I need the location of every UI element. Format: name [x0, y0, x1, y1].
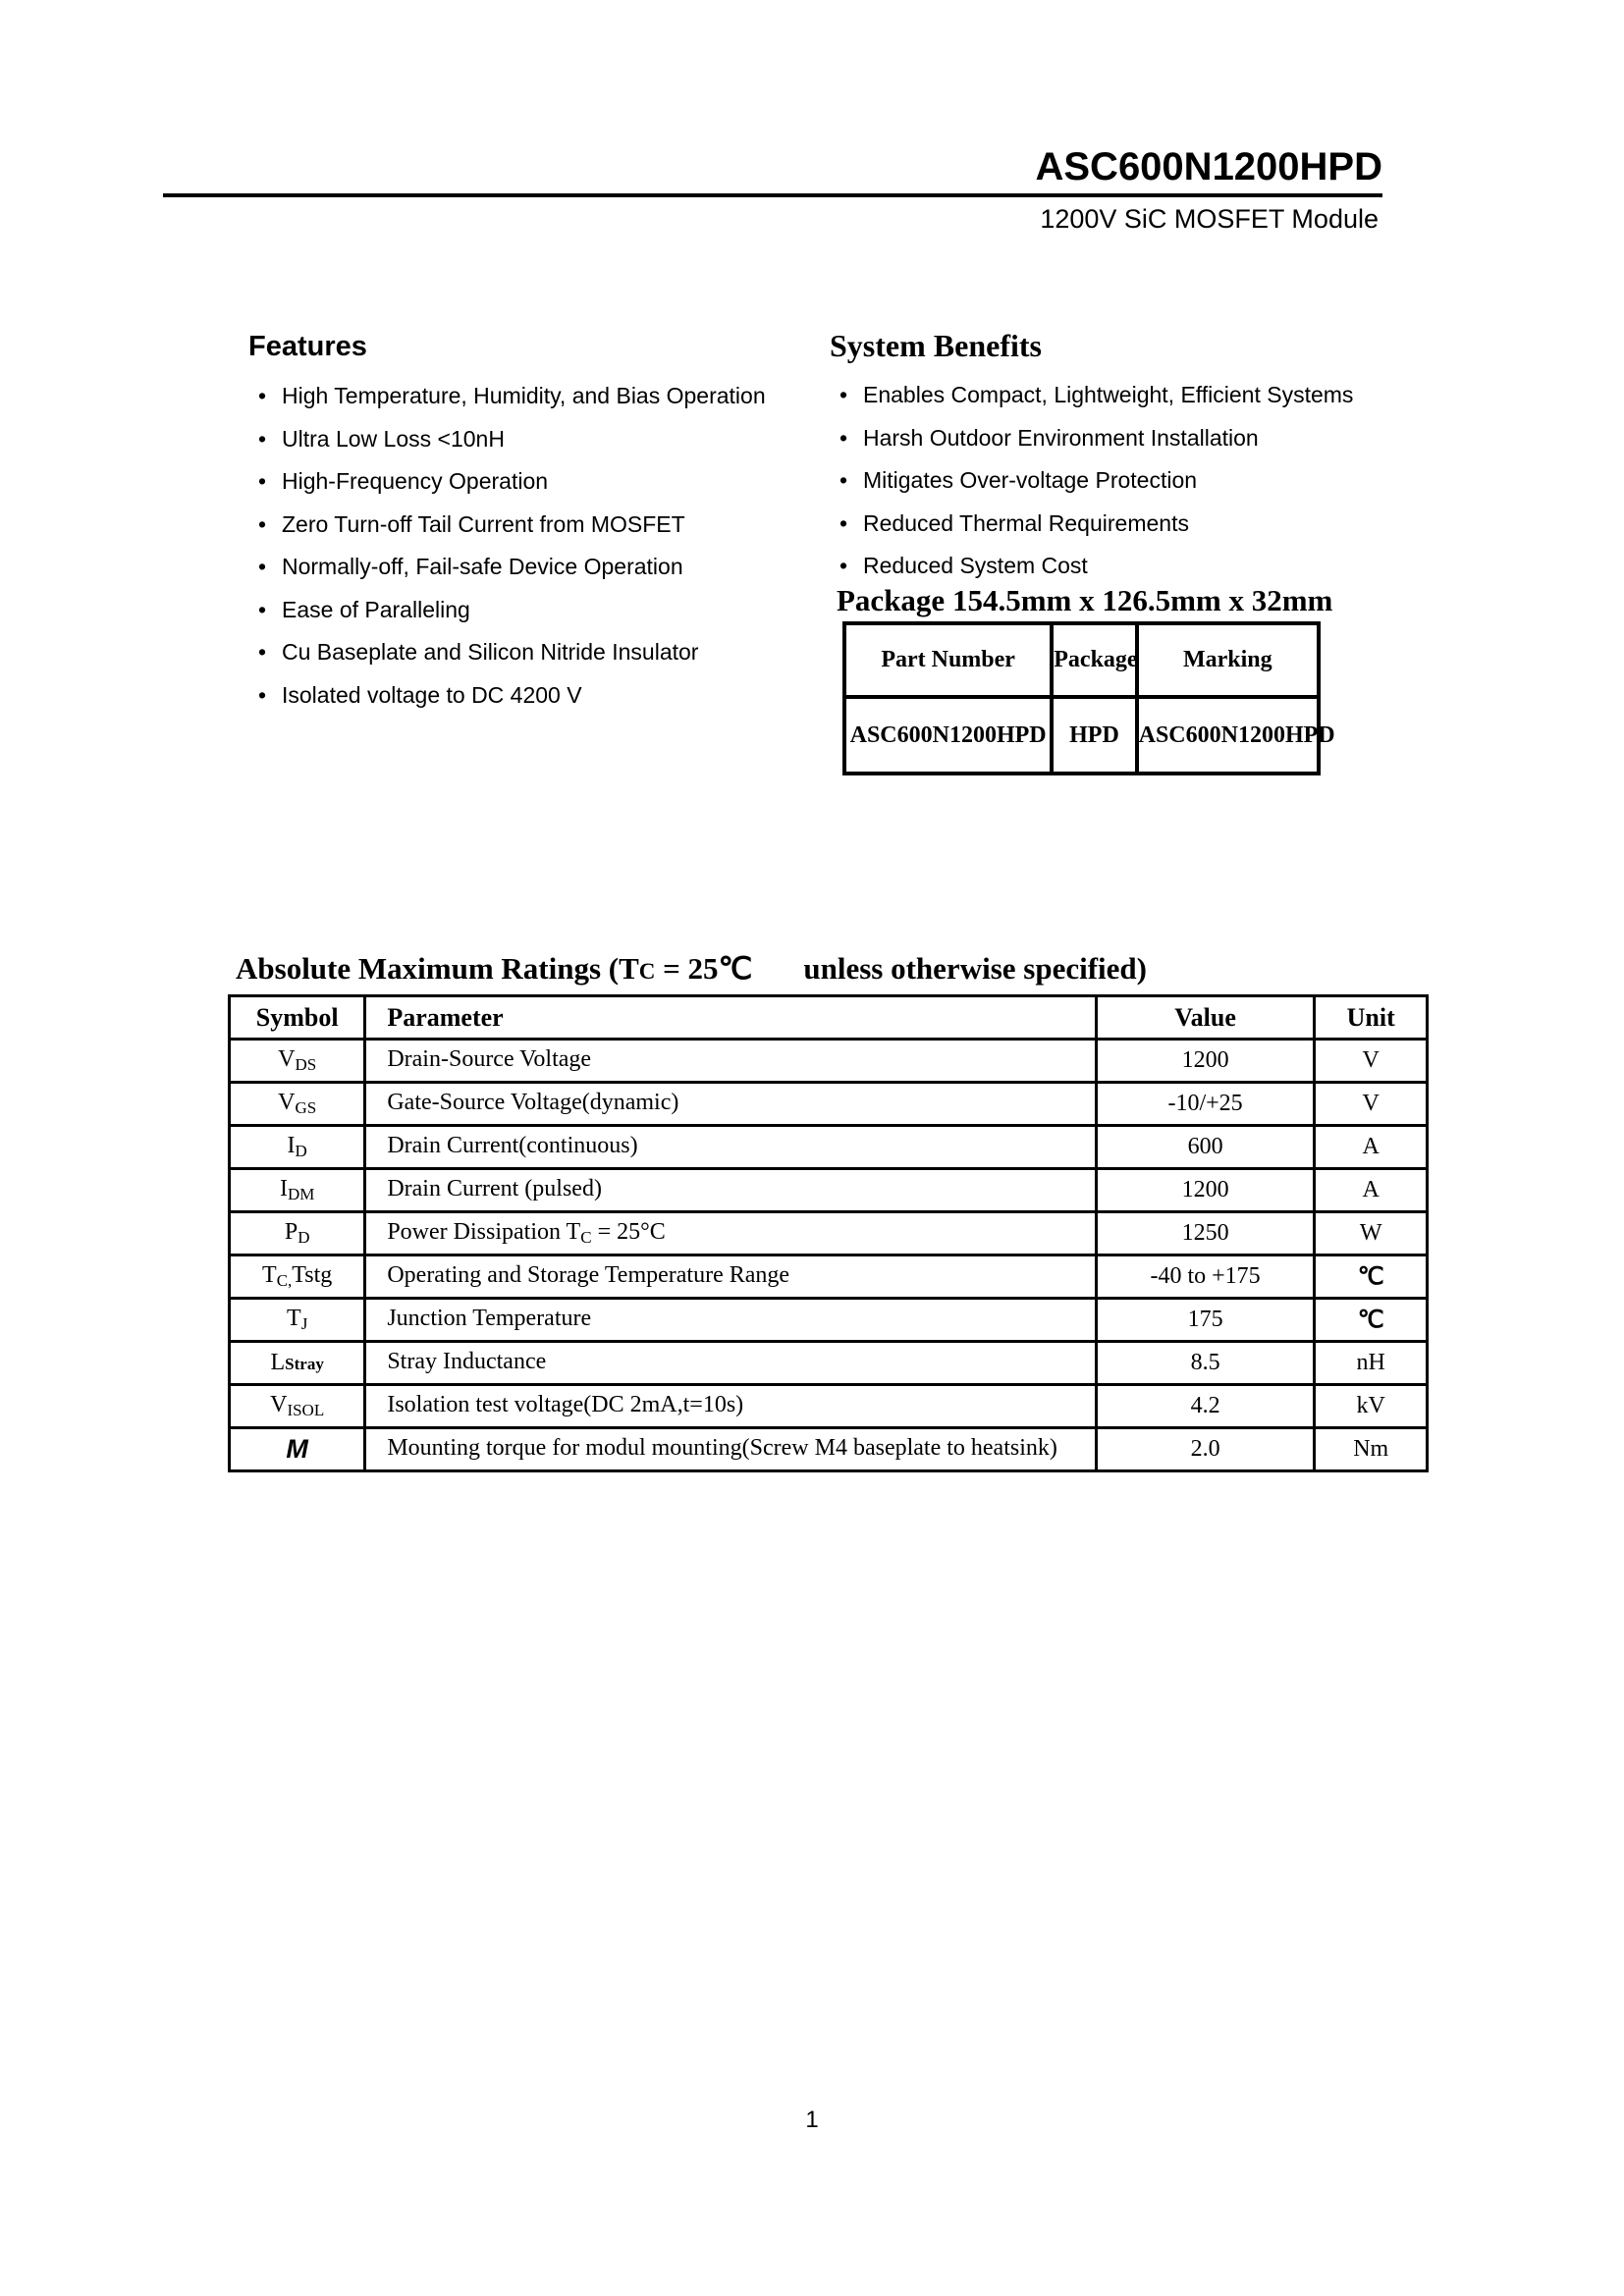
package-heading: Package 154.5mm x 126.5mm x 32mm: [837, 583, 1333, 617]
bullet-item: [839, 503, 1419, 546]
ratings-table-header-row: [230, 996, 1428, 1040]
ratings-column-header: Unit: [1315, 996, 1428, 1040]
symbol-base: V: [278, 1090, 296, 1115]
bullet-item: [839, 417, 1419, 460]
value-cell: -10/+25: [1096, 1083, 1315, 1126]
page-subtitle: 1200V SiC MOSFET Module: [1040, 204, 1379, 234]
bullet-icon: •: [258, 596, 267, 622]
parameter-cell: [365, 1083, 1096, 1126]
unit-cell: nH: [1315, 1342, 1428, 1385]
package-table-cell: ASC600N1200HPD: [844, 697, 1052, 774]
bullet-item: [258, 504, 808, 547]
parameter-cell: [365, 1428, 1096, 1471]
benefits-section: [830, 328, 1419, 588]
symbol-base: M: [286, 1434, 308, 1464]
package-column-header: Package: [1052, 623, 1136, 697]
symbol-subscript: D: [295, 1142, 307, 1160]
symbol-base: V: [278, 1046, 296, 1072]
bullet-item: [839, 374, 1419, 417]
bullet-text: Isolated voltage to DC 4200 V: [282, 681, 582, 708]
symbol-subscript: J: [300, 1314, 308, 1333]
ratings-table-row: [230, 1126, 1428, 1169]
package-table-header-row: [844, 623, 1319, 697]
symbol-cell: [230, 1255, 365, 1299]
ratings-table-row: [230, 1212, 1428, 1255]
parameter-text: Power Dissipation T: [387, 1219, 581, 1245]
package-table-row: [844, 697, 1319, 774]
value-cell: 600: [1096, 1126, 1315, 1169]
symbol-cell: [230, 1342, 365, 1385]
symbol-subscript: D: [298, 1228, 310, 1247]
ratings-heading-tail: unless otherwise specified): [803, 951, 1147, 986]
value-cell: 1200: [1096, 1169, 1315, 1212]
symbol-cell: [230, 1083, 365, 1126]
bullet-text: Mitigates Over-voltage Protection: [863, 467, 1198, 493]
ratings-table-row: [230, 1428, 1428, 1471]
bullet-item: [258, 631, 808, 674]
symbol-base: P: [284, 1219, 298, 1245]
benefits-list: [830, 374, 1419, 588]
value-cell: 1200: [1096, 1040, 1315, 1083]
ratings-heading-pre: Absolute Maximum Ratings (T: [236, 951, 639, 986]
parameter-cell: [365, 1255, 1096, 1299]
ratings-table-row: [230, 1385, 1428, 1428]
unit-cell: ℃: [1315, 1299, 1428, 1342]
package-table-cell: HPD: [1052, 697, 1136, 774]
parameter-text: Drain Current (pulsed): [387, 1176, 602, 1201]
symbol-cell: [230, 1126, 365, 1169]
bullet-item: [258, 546, 808, 589]
bullet-item: [258, 589, 808, 632]
bullet-item: [258, 418, 808, 461]
parameter-cell: [365, 1126, 1096, 1169]
bullet-text: Ultra Low Loss <10nH: [282, 425, 505, 452]
unit-cell: A: [1315, 1169, 1428, 1212]
parameter-cell: [365, 1299, 1096, 1342]
value-cell: 1250: [1096, 1212, 1315, 1255]
ratings-column-header: Parameter: [365, 996, 1096, 1040]
symbol-base: I: [287, 1133, 296, 1158]
bullet-text: Cu Baseplate and Silicon Nitride Insulator: [282, 639, 699, 665]
symbol-suffix: Tstg: [292, 1262, 333, 1288]
unit-cell: ℃: [1315, 1255, 1428, 1299]
unit-cell: kV: [1315, 1385, 1428, 1428]
package-table: [842, 621, 1335, 775]
parameter-text: Junction Temperature: [387, 1306, 592, 1331]
bullet-icon: •: [258, 468, 267, 494]
bullet-icon: •: [839, 509, 848, 536]
symbol-base: V: [270, 1392, 288, 1417]
unit-cell: W: [1315, 1212, 1428, 1255]
ratings-column-header: Value: [1096, 996, 1315, 1040]
bullet-text: Normally-off, Fail-safe Device Operation: [282, 554, 683, 579]
features-list: [248, 375, 808, 717]
ratings-table-row: [230, 1255, 1428, 1299]
symbol-cell: [230, 1212, 365, 1255]
bullet-text: High Temperature, Humidity, and Bias Operation: [282, 383, 766, 408]
package-column-header: Part Number: [844, 623, 1052, 697]
package-table-body: [844, 697, 1335, 774]
symbol-subscript: C,: [276, 1271, 293, 1290]
parameter-text: Isolation test voltage(DC 2mA,t=10s): [387, 1392, 744, 1417]
symbol-cell: [230, 1385, 365, 1428]
package-table-cell: ASC600N1200HPD: [1137, 697, 1319, 774]
symbol-base: I: [279, 1176, 288, 1201]
value-cell: 4.2: [1096, 1385, 1315, 1428]
unit-cell: A: [1315, 1126, 1428, 1169]
parameter-cell: [365, 1212, 1096, 1255]
symbol-subscript: GS: [295, 1098, 317, 1117]
parameter-cell: [365, 1169, 1096, 1212]
page-title: ASC600N1200HPD: [1035, 145, 1382, 188]
bullet-icon: •: [258, 639, 267, 665]
bullet-icon: •: [258, 383, 267, 408]
bullet-icon: •: [839, 553, 848, 578]
features-section: [248, 331, 808, 717]
symbol-subscript: ISOL: [287, 1401, 325, 1419]
bullet-text: Zero Turn-off Tail Current from MOSFET: [282, 510, 685, 537]
ratings-table-row: [230, 1169, 1428, 1212]
ratings-table-row: [230, 1040, 1428, 1083]
parameter-cell: [365, 1040, 1096, 1083]
value-cell: 8.5: [1096, 1342, 1315, 1385]
bullet-text: Harsh Outdoor Environment Installation: [863, 424, 1259, 451]
bullet-text: Reduced Thermal Requirements: [863, 509, 1189, 536]
features-heading: Features: [248, 331, 367, 362]
symbol-subscript: DM: [287, 1185, 315, 1203]
unit-cell: Nm: [1315, 1428, 1428, 1471]
benefits-heading: System Benefits: [830, 328, 1042, 363]
symbol-base: T: [287, 1306, 301, 1331]
ratings-table: [228, 994, 1429, 1472]
parameter-text: Gate-Source Voltage(dynamic): [387, 1090, 679, 1115]
ratings-table-body: [230, 1040, 1428, 1471]
ratings-table-row: [230, 1083, 1428, 1126]
value-cell: 175: [1096, 1299, 1315, 1342]
parameter-text: Drain Current(continuous): [387, 1133, 638, 1158]
parameter-cell: [365, 1342, 1096, 1385]
ratings-table-row: [230, 1342, 1428, 1385]
bullet-text: Enables Compact, Lightweight, Efficient Systems: [863, 382, 1354, 407]
parameter-text: Operating and Storage Temperature Range: [387, 1262, 790, 1288]
bullet-icon: •: [839, 467, 848, 493]
bullet-item: [839, 545, 1419, 588]
bullet-text: Reduced System Cost: [863, 553, 1088, 578]
ratings-heading: [236, 951, 1147, 987]
ratings-heading-mid: = 25℃: [655, 951, 753, 986]
ratings-heading-sub: C: [638, 959, 656, 984]
bullet-icon: •: [839, 382, 848, 407]
symbol-cell: [230, 1040, 365, 1083]
bullet-item: [839, 459, 1419, 503]
symbol-cell: [230, 1299, 365, 1342]
parameter-suffix: = 25°C: [591, 1219, 666, 1245]
package-column-header: Marking: [1137, 623, 1319, 697]
unit-cell: V: [1315, 1040, 1428, 1083]
parameter-text: Drain-Source Voltage: [387, 1046, 592, 1072]
parameter-subscript: C: [580, 1228, 592, 1247]
bullet-icon: •: [258, 681, 267, 708]
symbol-cell: [230, 1428, 365, 1471]
header-rule: [163, 193, 1382, 197]
symbol-subscript: Stray: [285, 1355, 324, 1373]
bullet-icon: •: [258, 510, 267, 537]
bullet-text: Ease of Paralleling: [282, 596, 470, 622]
symbol-cell: [230, 1169, 365, 1212]
parameter-cell: [365, 1385, 1096, 1428]
value-cell: 2.0: [1096, 1428, 1315, 1471]
bullet-icon: •: [839, 424, 848, 451]
parameter-text: Stray Inductance: [387, 1349, 547, 1374]
symbol-subscript: DS: [295, 1055, 317, 1074]
unit-cell: V: [1315, 1083, 1428, 1126]
symbol-base: L: [270, 1350, 286, 1375]
ratings-table-row: [230, 1299, 1428, 1342]
bullet-item: [258, 674, 808, 718]
bullet-item: [258, 460, 808, 504]
parameter-text: Mounting torque for modul mounting(Screw M4 baseplate to heatsink): [387, 1435, 1057, 1461]
bullet-text: High-Frequency Operation: [282, 468, 549, 494]
value-cell: -40 to +175: [1096, 1255, 1315, 1299]
ratings-column-header: Symbol: [230, 996, 365, 1040]
bullet-icon: •: [258, 554, 267, 579]
bullet-icon: •: [258, 425, 267, 452]
bullet-item: [258, 375, 808, 418]
symbol-base: T: [262, 1262, 277, 1288]
page-number: 1: [805, 2107, 819, 2133]
